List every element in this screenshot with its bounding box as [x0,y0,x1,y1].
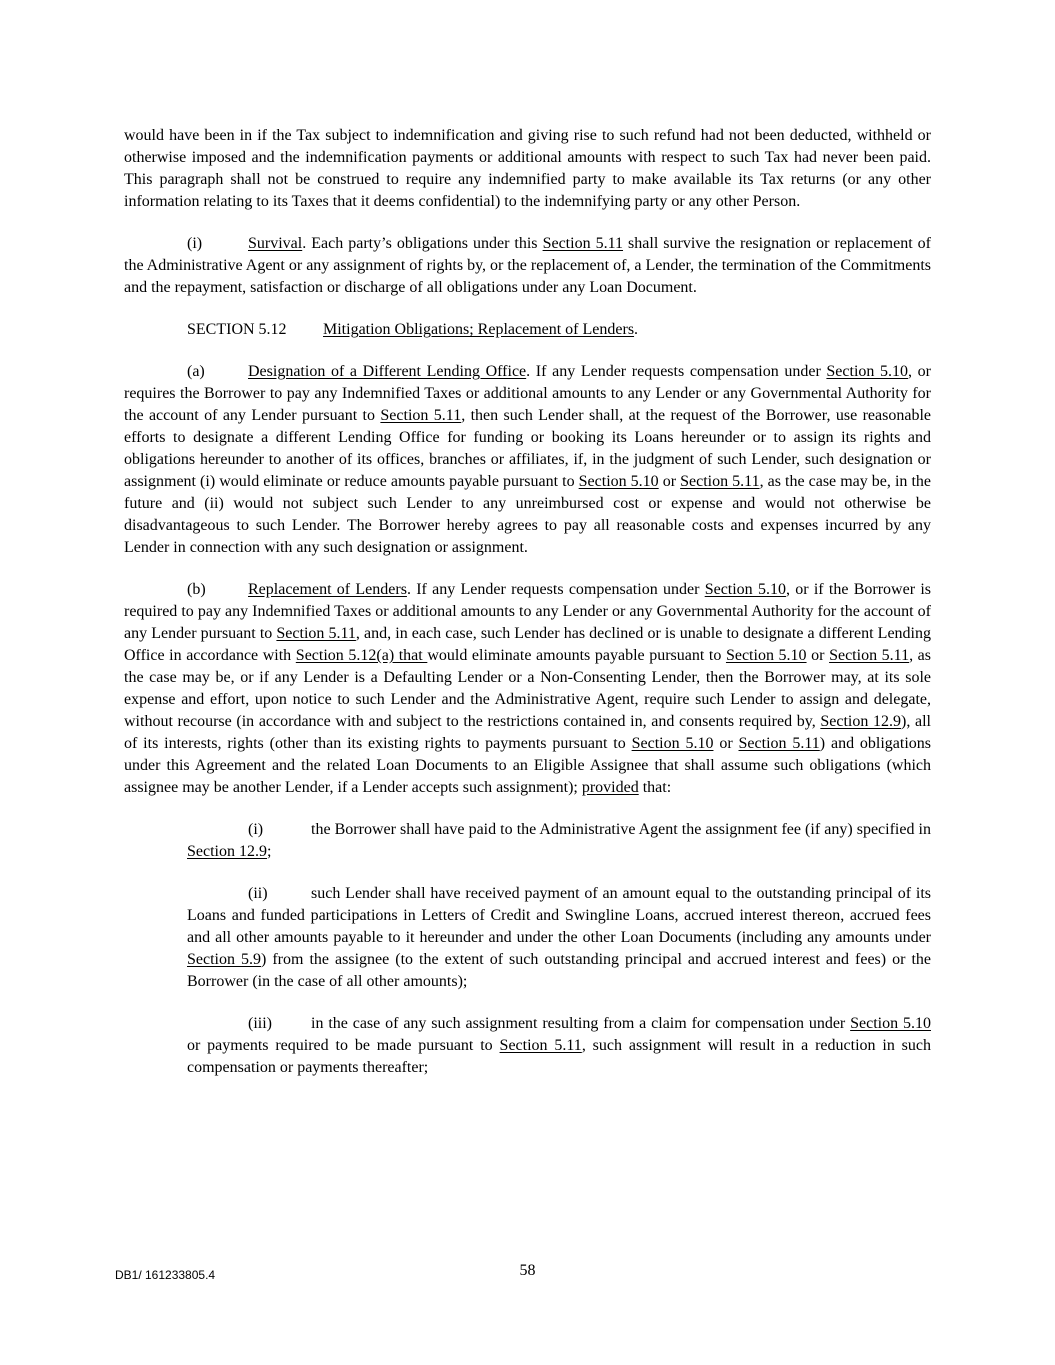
section-reference: Section 5.11 [542,235,624,252]
paragraph-text: , as the case may be, in the future and (ii) would not subject such Lender to any unreimbursed cost or expense and would not otherwise be disadvantageous to such Lender. The Borrower hereby agrees to pay all reasonable costs and expenses incurred by any Lender in connection with any such designation or assignment. [124,473,931,556]
subclause-label: (ii) [248,885,268,902]
section-reference: Section 5.11 [829,647,910,664]
paragraph-text: . If any Lender requests compensation under [406,581,705,598]
paragraph-text: ), all of its interests, rights (other than its existing rights to payments pursuant to [124,713,931,752]
paragraph-text: , then such Lender shall, at the request of the Borrower, use reasonable efforts to designate a different Lending Office for funding or booking its Loans hereunder or to assign its rights and obligations hereunder to another of its offices, branches or affiliates, if, in the judgment of such Lender, such designation or assignment (i) would eliminate or reduce amounts payable pursuant to [124,407,931,490]
section-number: SECTION 5.12 [187,321,287,338]
section-title-period: . [634,321,639,338]
paragraph-text: , such assignment will result in a reduction in such compensation or payments thereafter; [187,1037,932,1076]
section-reference: Section 5.10 [725,647,807,664]
section-reference: Section 5.10 [578,473,659,490]
clause-label: (i) [187,235,203,252]
section-reference: Section 12.9 [820,713,902,730]
paragraph-text: , and, in each case, such Lender has declined or is unable to designate a different Lending Office in accordance with [124,625,931,664]
paragraph-text: or [658,473,681,490]
section-reference: Section 5.12(a) that [295,647,428,664]
clause-heading: Replacement of Lenders [248,581,407,598]
subclause-label: (i) [248,821,264,838]
paragraph-replacement-of-lenders [124,579,931,799]
paragraph-text: would have been in if the Tax subject to indemnification and giving rise to such refund had not been deducted, withheld or otherwise imposed and the indemnification payments or additional amounts with respect to such Tax had never been paid. This paragraph shall not be construed to require any indemnified party to make available its Tax returns (or any other information relating to its Taxes that it deems confidential) to the indemnifying party or any other Person. [124,127,931,210]
paragraph-text: or payments required to be made pursuant to [187,1037,500,1054]
paragraph-designation-lending-office [124,361,931,559]
section-reference: Section 5.11 [276,625,356,642]
paragraph-survival [124,233,931,299]
paragraph-tax-refund-continuation [124,125,931,213]
paragraph-text: the Borrower shall have paid to the Administrative Agent the assignment fee (if any) specified in [311,821,931,838]
document-body [124,125,931,1099]
section-reference: Section 5.11 [738,735,820,752]
clause-heading: Designation of a Different Lending Office [248,363,527,380]
paragraph-text: ) from the assignee (to the extent of such outstanding principal and accrued interest and fees) or the Borrower (in the case of all other amounts); [187,951,931,990]
paragraph-text: would eliminate amounts payable pursuant to [427,647,726,664]
provided-term: provided [581,779,639,796]
subclause-assignment-fee [187,819,931,863]
clause-label: (b) [187,581,206,598]
paragraph-text: in the case of any such assignment resulting from a claim for compensation under [311,1015,851,1032]
clause-heading: Survival [248,235,303,252]
page-number: 58 [519,1262,536,1279]
section-title: Mitigation Obligations; Replacement of Lenders [323,321,635,338]
section-heading-5-12 [124,319,931,341]
paragraph-text: ) and obligations under this Agreement and the related Loan Documents to an Eligible Assignee that shall assume such obligations (which assignee may be another Lender, if a Lender accepts such assignment); [124,735,932,796]
paragraph-text: . If any Lender requests compensation under [526,363,827,380]
subclause-payment-received [187,883,931,993]
paragraph-text: . Each party’s obligations under this [302,235,543,252]
clause-label: (a) [187,363,205,380]
section-reference: Section 5.10 [850,1015,931,1032]
section-reference: Section 5.11 [680,473,760,490]
section-reference: Section 5.10 [704,581,786,598]
paragraph-text: shall survive the resignation or replacement of the Administrative Agent or any assignment of rights by, or the replacement of, a Lender, the termination of the Commitments and the repayment, satisfaction or discharge of all obligations under any Loan Document. [124,235,932,296]
paragraph-text: or [806,647,830,664]
subclause-compensation-reduction [187,1013,931,1079]
paragraph-text: , or requires the Borrower to pay any Indemnified Taxes or additional amounts to any Lender or any Governmental Authority for the account of any Lender pursuant to [124,363,932,424]
section-reference: Section 5.10 [631,735,714,752]
paragraph-text: , or if the Borrower is required to pay any Indemnified Taxes or additional amounts to any Lender or any Governmental Authority for the account of any Lender pursuant to [124,581,931,642]
document-id-footer: DB1/ 161233805.4 [115,1268,216,1282]
section-reference: Section 12.9 [187,843,267,860]
paragraph-text: that: [638,779,672,796]
section-reference: Section 5.10 [826,363,909,380]
section-reference: Section 5.11 [499,1037,582,1054]
paragraph-text: ; [267,843,272,860]
section-reference: Section 5.11 [380,407,462,424]
paragraph-text: or [713,735,739,752]
subclause-label: (iii) [248,1015,272,1032]
section-reference: Section 5.9 [187,951,262,968]
paragraph-text: such Lender shall have received payment of an amount equal to the outstanding principal of its Loans and funded participations in Letters of Credit and Swingline Loans, accrued interest thereon, accrued fees and all other amounts payable to it hereunder and under the other Loan Documents (including any amounts under [187,885,931,946]
paragraph-text: , as the case may be, or if any Lender is a Defaulting Lender or a Non-Consenting Lender, then the Borrower may, at its sole expense and effort, upon notice to such Lender and the Administrative Agent, require such Lender to assign and delegate, without recourse (in accordance with and subject to the restrictions contained in, and consents required by, [124,647,932,730]
